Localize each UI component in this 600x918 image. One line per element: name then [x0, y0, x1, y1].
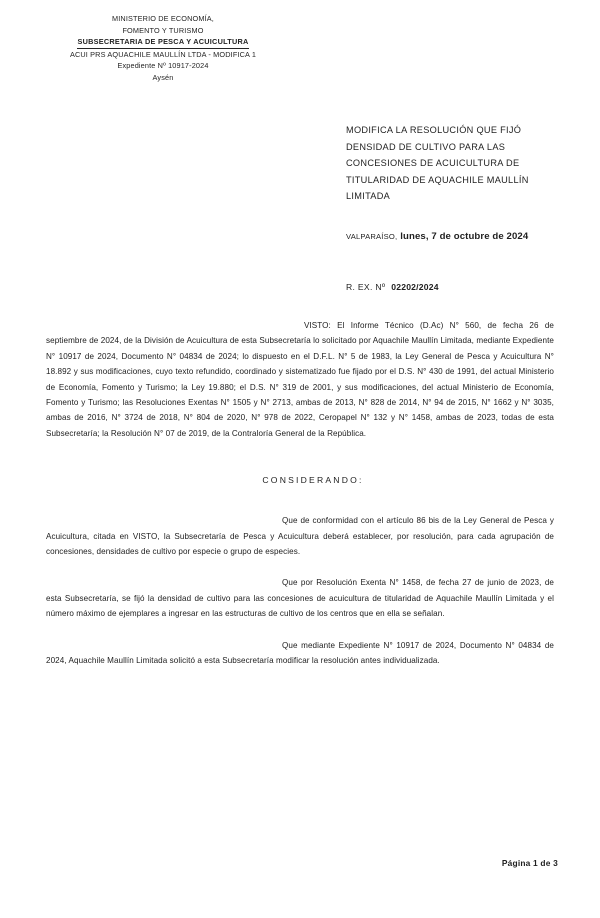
considerando-paragraph-1: Que de conformidad con el artículo 86 bis de la Ley General de Pesca y Acuicultura, citada en VISTO, la Subsecretaría de Pesca y Acuicultura deberá establecer, por resolución, para cada agrupación de concesiones, densidades de cultivo por especie o grupo de especies. — [46, 516, 554, 557]
subject-line-1: MODIFICA LA RESOLUCIÓN QUE FIJÓ — [346, 125, 522, 135]
resolution-number-line — [346, 282, 439, 292]
resolution-number: 02202/2024 — [391, 282, 439, 292]
letterhead — [38, 13, 288, 84]
spacer — [46, 441, 554, 475]
page-number-footer: Página 1 de 3 — [501, 858, 558, 868]
spacer — [46, 485, 554, 513]
subsecretaria-label: SUBSECRETARIA DE PESCA Y ACUICULTURA — [77, 36, 248, 49]
reference-line: ACUI PRS AQUACHILE MAULLÍN LTDA - MODIFICA 1 — [69, 49, 257, 59]
subject-line-4: TITULARIDAD DE AQUACHILE MAULLÍN — [346, 174, 529, 185]
subject-line-3: CONCESIONES DE ACUICULTURA DE — [346, 158, 520, 169]
considerando-paragraph-3: Que mediante Expediente N° 10917 de 2024, Documento N° 04834 de 2024, Aquachile Maullín Limitada solicitó a esta Subsecretaría modificar la resolución antes individualizada. — [46, 640, 554, 666]
ministry-line-1: MINISTERIO DE ECONOMÍA, — [112, 14, 214, 23]
region-line: Aysén — [152, 72, 174, 82]
date-label: lunes, 7 de octubre de 2024 — [400, 231, 529, 242]
place-label: VALPARAÍSO, — [346, 232, 398, 241]
spacer — [46, 559, 554, 575]
document-body — [46, 318, 554, 669]
subject-line-5: LIMITADA — [346, 191, 391, 202]
expediente-line: Expediente Nº 10917-2024 — [117, 61, 209, 71]
ministry-line-2: FOMENTO Y TURISMO — [122, 25, 204, 35]
resolution-label: R. EX. Nº — [346, 282, 386, 292]
considerando-paragraph-2: Que por Resolución Exenta N° 1458, de fecha 27 de junio de 2023, de esta Subsecretaría, se fijó la densidad de cultivo para las concesiones de acuicultura de titularidad de Aquachile Maullín Limitada y el número máximo de ejemplares a ingresar en las estructuras de cultivo de los centros que en ella se señalan. — [46, 578, 554, 619]
place-date — [346, 231, 528, 242]
subsecretaria-line — [38, 36, 288, 49]
spacer — [46, 622, 554, 638]
visto-paragraph: VISTO: El Informe Técnico (D.Ac) N° 560, de fecha 26 de septiembre de 2024, de la División de Acuicultura de esta Subsecretaría lo solicitado por Aquachile Maullín Limitada, mediante Expediente N° 10917 de 2024, Documento N° 04834 de 2024; lo dispuesto en el D.F.L. N° 5 de 1983, la Ley General de Pesca y Acuicultura N° 18.892 y sus modificaciones, cuyo texto refundido, coordinado y sistematizado fue fijado por el D.S. N° 430 de 1991, del actual Ministerio de Economía, Fomento y Turismo; la Ley 19.880; el D.S. N° 319 de 2001, y sus modificaciones, del actual Ministerio de Economía, Fomento y Turismo; las Resoluciones Exentas N° 1505 y N° 2713, ambas de 2013, N° 828 de 2014, N° 94 de 2015, N° 1662 y N° 3035, ambas de 2016, N° 3724 de 2018, N° 804 de 2020, N° 978 de 2022, Ceropapel N° 132 y N° 1458, ambas de 2023, todas de esta Subsecretaría; la Resolución N° 07 de 2019, de la Contraloría General de la República. — [46, 321, 554, 438]
subject-line-2: DENSIDAD DE CULTIVO PARA LAS — [346, 141, 506, 152]
document-subject-block — [346, 122, 568, 205]
considerando-heading: CONSIDERANDO: — [262, 475, 364, 486]
